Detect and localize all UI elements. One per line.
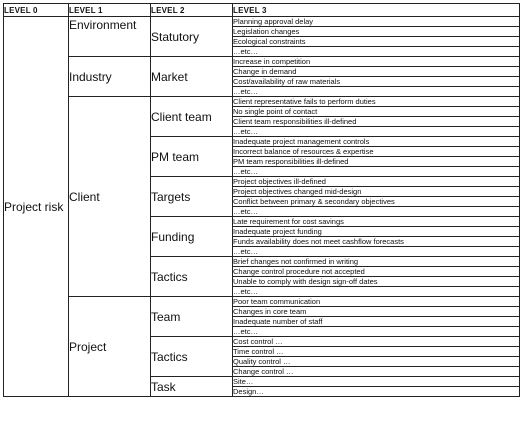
header-level-1: LEVEL 1	[69, 4, 151, 17]
level1-cell: Environment	[69, 17, 151, 57]
level3-item: Funds availability does not meet cashflow forecasts	[233, 237, 520, 247]
header-row	[4, 4, 520, 17]
header-level-3: LEVEL 3	[233, 4, 520, 17]
level3-item: PM team responsibilities ill-defined	[233, 157, 520, 167]
level3-item: Unable to comply with design sign-off dates	[233, 277, 520, 287]
level3-item: Client team responsibilities ill-defined	[233, 117, 520, 127]
level0-cell: Project risk	[4, 17, 69, 397]
level3-item: Conflict between primary & secondary objectives	[233, 197, 520, 207]
risk-breakdown-table	[3, 3, 520, 397]
level2-cell: Team	[151, 297, 233, 337]
level2-cell: Client team	[151, 97, 233, 137]
level3-item: Increase in competition	[233, 57, 520, 67]
level3-item: Site…	[233, 377, 520, 387]
level3-item: Incorrect balance of resources & expertise	[233, 147, 520, 157]
level3-item: Change in demand	[233, 67, 520, 77]
risk-table-container	[3, 3, 520, 397]
level3-item: Change control procedure not accepted	[233, 267, 520, 277]
level3-item: …etc…	[233, 287, 520, 297]
level3-item: Project objectives ill-defined	[233, 177, 520, 187]
level3-item: Cost/availability of raw materials	[233, 77, 520, 87]
level2-cell: Task	[151, 377, 233, 397]
level3-item: Inadequate project funding	[233, 227, 520, 237]
table-row	[4, 97, 520, 107]
header-level-2: LEVEL 2	[151, 4, 233, 17]
level2-cell: Tactics	[151, 257, 233, 297]
level3-item: …etc…	[233, 327, 520, 337]
level3-item: Inadequate project management controls	[233, 137, 520, 147]
level3-item: Time control …	[233, 347, 520, 357]
header-level-0: LEVEL 0	[4, 4, 69, 17]
level3-item: Cost control …	[233, 337, 520, 347]
level2-cell: Targets	[151, 177, 233, 217]
level3-item: Brief changes not confirmed in writing	[233, 257, 520, 267]
level3-item: Changes in core team	[233, 307, 520, 317]
level3-item: Project objectives changed mid-design	[233, 187, 520, 197]
level3-item: No single point of contact	[233, 107, 520, 117]
level1-cell: Project	[69, 297, 151, 397]
level3-item: Ecological constraints	[233, 37, 520, 47]
level3-item: Design…	[233, 387, 520, 397]
level2-cell: Market	[151, 57, 233, 97]
level3-item: Client representative fails to perform duties	[233, 97, 520, 107]
table-row	[4, 57, 520, 67]
level3-item: Planning approval delay	[233, 17, 520, 27]
level3-item: Change control …	[233, 367, 520, 377]
level3-item: …etc…	[233, 127, 520, 137]
level2-cell: Funding	[151, 217, 233, 257]
level2-cell: PM team	[151, 137, 233, 177]
level3-item: …etc…	[233, 47, 520, 57]
level3-item: Poor team communication	[233, 297, 520, 307]
level2-cell: Statutory	[151, 17, 233, 57]
level3-item: …etc…	[233, 87, 520, 97]
level2-cell: Tactics	[151, 337, 233, 377]
level3-item: Late requirement for cost savings	[233, 217, 520, 227]
level3-item: Quality control …	[233, 357, 520, 367]
level3-item: …etc…	[233, 207, 520, 217]
level1-cell: Client	[69, 97, 151, 297]
level1-cell: Industry	[69, 57, 151, 97]
level3-item: Legislation changes	[233, 27, 520, 37]
level3-item: …etc…	[233, 247, 520, 257]
risk-table-body	[4, 17, 520, 397]
table-row	[4, 17, 520, 27]
level3-item: Inadequate number of staff	[233, 317, 520, 327]
level3-item: …etc…	[233, 167, 520, 177]
table-row	[4, 297, 520, 307]
